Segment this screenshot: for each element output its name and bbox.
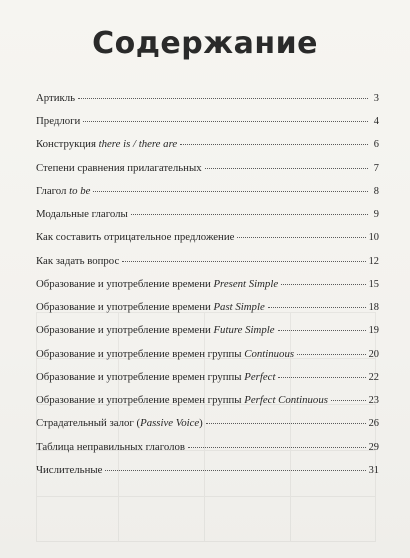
toc-entry[interactable] bbox=[36, 368, 379, 386]
toc-entry[interactable] bbox=[36, 182, 379, 200]
toc-page-number: 3 bbox=[373, 93, 379, 104]
toc-page-number: 10 bbox=[368, 232, 379, 244]
toc-entry[interactable] bbox=[36, 159, 379, 177]
toc-dot-leader bbox=[78, 98, 368, 99]
toc-entry-title: Таблица неправильных глаголов bbox=[36, 440, 185, 453]
toc-entry-title: Образование и употребление времени Present Simple bbox=[36, 277, 279, 290]
toc-entry[interactable] bbox=[36, 298, 379, 316]
toc-dot-leader bbox=[105, 470, 365, 471]
toc-entry-title: Конструкция there is / there are bbox=[36, 138, 178, 151]
toc-entry[interactable] bbox=[36, 345, 379, 363]
toc-page-number: 23 bbox=[368, 395, 379, 407]
toc-entry-title: Образование и употребление времен группы Perfect Continuous bbox=[36, 394, 328, 407]
toc-dot-leader bbox=[93, 191, 368, 192]
page-title: Содержание bbox=[92, 26, 318, 61]
toc-page-number: 31 bbox=[368, 464, 379, 476]
toc-entry-title: Предлоги bbox=[36, 115, 81, 128]
toc-page-number: 26 bbox=[368, 418, 379, 430]
toc-entry[interactable] bbox=[36, 414, 379, 432]
toc-entry[interactable] bbox=[36, 205, 379, 223]
table-of-contents bbox=[36, 89, 379, 484]
toc-entry[interactable] bbox=[36, 438, 379, 456]
toc-entry[interactable] bbox=[36, 391, 379, 409]
toc-entry-title: Образование и употребление времени Past Simple bbox=[36, 301, 265, 314]
toc-page-number: 20 bbox=[368, 348, 379, 360]
toc-dot-leader bbox=[83, 121, 368, 122]
toc-entry-title: Артикль bbox=[36, 92, 76, 104]
toc-dot-leader bbox=[331, 400, 366, 401]
toc-page-number: 8 bbox=[373, 185, 379, 197]
toc-dot-leader bbox=[205, 168, 368, 169]
toc-dot-leader bbox=[297, 354, 366, 355]
toc-dot-leader bbox=[206, 423, 366, 424]
toc-dot-leader bbox=[122, 261, 365, 262]
toc-dot-leader bbox=[281, 284, 365, 285]
toc-entry-title: Образование и употребление времени Future Simple bbox=[36, 324, 275, 337]
toc-dot-leader bbox=[278, 377, 365, 378]
toc-page-number: 7 bbox=[373, 162, 379, 174]
toc-entry-title: Модальные глаголы bbox=[36, 208, 128, 221]
toc-entry-title: Страдательный залог (Passive Voice) bbox=[36, 417, 203, 430]
toc-dot-leader bbox=[237, 237, 365, 238]
toc-page-number: 29 bbox=[368, 441, 379, 453]
toc-entry[interactable] bbox=[36, 461, 379, 479]
toc-entry[interactable] bbox=[36, 135, 379, 153]
toc-page-number: 4 bbox=[373, 116, 379, 128]
toc-entry-title: Глагол to be bbox=[36, 184, 91, 197]
toc-entry-title: Как составить отрицательное предложение bbox=[36, 231, 235, 244]
toc-entry[interactable] bbox=[36, 89, 379, 107]
toc-entry[interactable] bbox=[36, 252, 379, 270]
toc-entry[interactable] bbox=[36, 228, 379, 246]
toc-dot-leader bbox=[131, 214, 368, 215]
toc-page-number: 22 bbox=[368, 371, 379, 383]
toc-dot-leader bbox=[268, 307, 366, 308]
toc-dot-leader bbox=[278, 330, 366, 331]
toc-entry-title: Числительные bbox=[36, 463, 103, 476]
toc-entry-title: Степени сравнения прилагательных bbox=[36, 161, 202, 174]
toc-entry-title: Как задать вопрос bbox=[36, 254, 120, 267]
toc-page-number: 15 bbox=[368, 278, 379, 290]
toc-dot-leader bbox=[180, 144, 368, 145]
toc-entry-title: Образование и употребление времен группы Continuous bbox=[36, 347, 295, 360]
toc-dot-leader bbox=[188, 447, 366, 448]
toc-entry[interactable] bbox=[36, 321, 379, 339]
toc-page-number: 9 bbox=[373, 209, 379, 221]
toc-page-number: 19 bbox=[368, 325, 379, 337]
toc-entry[interactable] bbox=[36, 112, 379, 130]
toc-entry[interactable] bbox=[36, 275, 379, 293]
toc-page-number: 18 bbox=[368, 302, 379, 314]
toc-page-number: 6 bbox=[373, 139, 379, 151]
toc-page-number: 12 bbox=[368, 255, 379, 267]
toc-entry-title: Образование и употребление времен группы Perfect bbox=[36, 370, 276, 383]
